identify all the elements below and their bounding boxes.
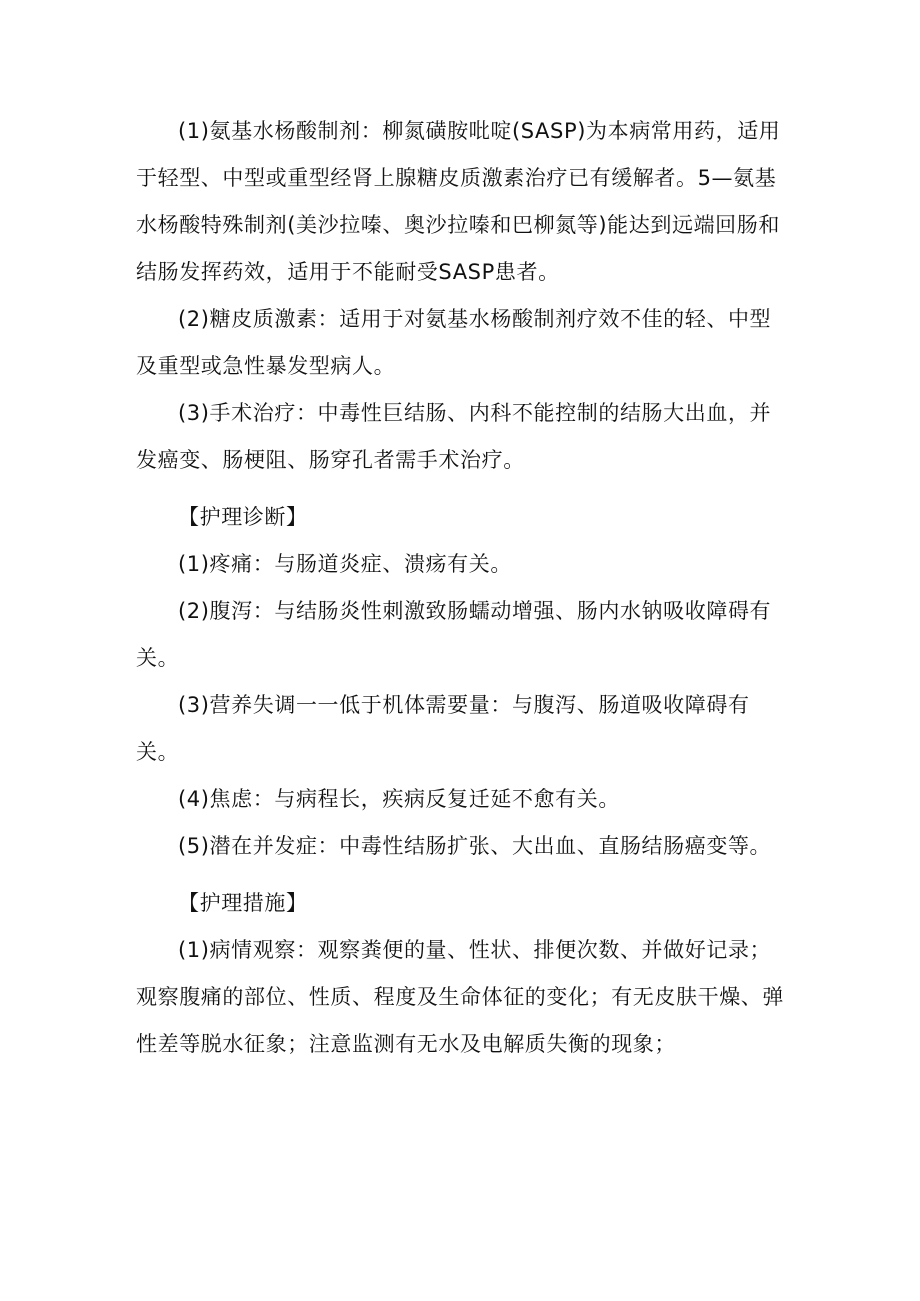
diagnosis-item-complications: (5)潜在并发症：中毒性结肠扩张、大出血、直肠结肠癌变等。 bbox=[178, 834, 772, 858]
diagnosis-item-pain: (1)疼痛：与肠道炎症、溃疡有关。 bbox=[178, 552, 512, 576]
paragraph-aminosalicylate: (1)氨基水杨酸制剂：柳氮磺胺吡啶(SASP)为本病常用药，适用于轻型、中型或重型经肾上腺糖皮质激素治疗已有缓解者。5—氨基水杨酸特殊制剂(美沙拉嗪、奥沙拉嗪和巴柳氮等)能达到远端回肠和结肠发挥药效，适用于不能耐受SASP患者。 bbox=[136, 119, 781, 284]
document-body bbox=[136, 108, 792, 1068]
section-heading-nursing-measures: 【护理措施】 bbox=[178, 891, 308, 915]
diagnosis-item-nutrition: (3)营养失调一一低于机体需要量：与腹泻、肠道吸收障碍有关。 bbox=[136, 693, 750, 764]
section-heading-nursing-diagnosis: 【护理诊断】 bbox=[178, 505, 308, 529]
diagnosis-item-anxiety: (4)焦虑：与病程长，疾病反复迁延不愈有关。 bbox=[178, 787, 620, 811]
diagnosis-item-diarrhea: (2)腹泻：与结肠炎性刺激致肠蠕动增强、肠内水钠吸收障碍有关。 bbox=[136, 599, 772, 670]
measure-item-observation: (1)病情观察：观察粪便的量、性状、排便次数、并做好记录；观察腹痛的部位、性质、程度及生命体征的变化；有无皮肤干燥、弹性差等脱水征象；注意监测有无水及电解质失衡的现象； bbox=[136, 938, 784, 1056]
paragraph-glucocorticoid: (2)糖皮质激素：适用于对氨基水杨酸制剂疗效不佳的轻、中型及重型或急性暴发型病人。 bbox=[136, 307, 772, 378]
paragraph-surgery: (3)手术治疗：中毒性巨结肠、内科不能控制的结肠大出血，并发癌变、肠梗阻、肠穿孔者需手术治疗。 bbox=[136, 401, 772, 472]
